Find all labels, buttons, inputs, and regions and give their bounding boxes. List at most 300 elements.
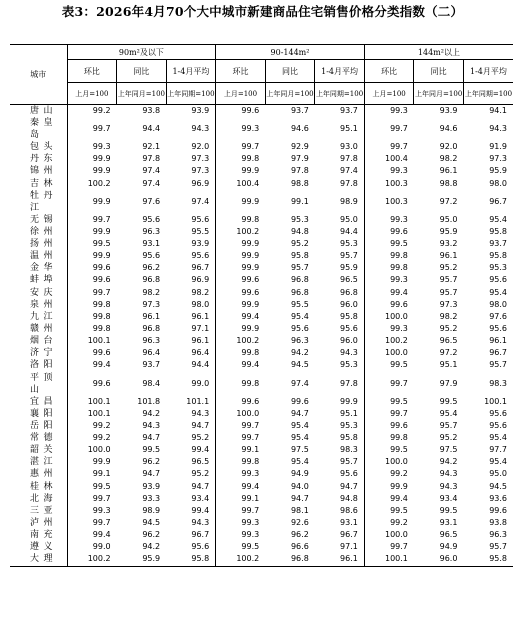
table-row	[10, 274, 513, 286]
index-value: 99.9	[241, 166, 260, 176]
table-row	[10, 493, 513, 505]
index-value: 94.2	[439, 457, 458, 467]
index-value: 99.5	[92, 239, 111, 249]
index-value: 99.7	[390, 124, 408, 134]
index-value: 96.8	[142, 324, 161, 334]
index-value: 95.6	[290, 324, 309, 334]
index-value: 99.2	[92, 433, 111, 443]
index-value: 100.1	[484, 396, 507, 406]
city-name: 蚌埠	[10, 274, 67, 286]
sub-header-mom: 环比	[67, 60, 117, 83]
index-value: 97.1	[166, 323, 216, 335]
sub-header-mom: 环比	[216, 60, 266, 83]
index-value: 97.1	[315, 541, 365, 553]
index-value: 99.9	[92, 226, 111, 236]
index-value: 99.3	[241, 518, 260, 527]
index-value: 101.1	[166, 396, 216, 408]
city-name: 济宁	[10, 347, 67, 359]
index-value: 95.3	[315, 359, 365, 371]
index-value: 95.7	[489, 542, 507, 552]
index-value: 99.9	[241, 251, 260, 261]
index-value: 99.9	[241, 196, 260, 206]
index-value: 94.8	[290, 226, 309, 236]
index-value: 94.4	[315, 226, 365, 238]
index-value: 100.0	[236, 408, 260, 418]
city-name: 无锡	[10, 214, 67, 226]
index-value: 99.6	[290, 396, 309, 406]
index-value: 94.2	[142, 542, 161, 552]
index-value: 93.7	[290, 106, 309, 116]
index-value: 95.7	[489, 360, 507, 370]
index-value: 99.4	[166, 444, 216, 456]
index-value: 99.3	[92, 505, 111, 515]
index-value: 94.0	[290, 481, 309, 491]
table-row	[10, 359, 513, 371]
index-value: 99.7	[92, 287, 111, 297]
base-header-mom: 上月=100	[364, 83, 414, 105]
base-header-yoy: 上年同月=100	[265, 83, 315, 105]
index-value: 95.8	[166, 553, 216, 566]
city-name: 大理	[10, 553, 67, 566]
index-value: 95.8	[489, 226, 507, 236]
index-value: 95.0	[439, 214, 458, 224]
index-value: 93.8	[489, 518, 507, 527]
table-row	[10, 517, 513, 529]
city-name: 牡丹江	[10, 190, 67, 214]
index-value: 99.9	[241, 263, 260, 273]
index-value: 96.1	[439, 251, 458, 261]
table-row	[10, 141, 513, 153]
base-header-mom: 上月=100	[216, 83, 266, 105]
index-value: 95.7	[315, 456, 365, 468]
city-name: 金华	[10, 262, 67, 274]
index-value: 100.2	[236, 336, 260, 346]
table-row	[10, 153, 513, 165]
index-value: 99.8	[241, 154, 260, 164]
index-value: 93.7	[489, 239, 507, 249]
index-value: 96.7	[315, 529, 365, 541]
index-value: 99.7	[92, 214, 111, 224]
index-value: 100.2	[67, 553, 117, 566]
index-value: 99.1	[241, 445, 260, 455]
index-value: 99.9	[92, 251, 111, 261]
index-value: 94.9	[290, 469, 309, 479]
index-value: 94.3	[439, 481, 458, 491]
table-row	[10, 214, 513, 226]
index-value: 100.0	[384, 457, 408, 467]
index-value: 99.4	[92, 530, 111, 540]
index-value: 95.6	[489, 324, 507, 334]
index-value: 95.7	[439, 275, 458, 285]
index-value: 99.9	[92, 457, 111, 467]
index-value: 99.3	[390, 214, 408, 224]
index-value: 100.2	[216, 553, 266, 566]
index-value: 96.2	[290, 530, 309, 540]
sub-header-avg: 1-4月平均	[166, 60, 216, 83]
index-value: 98.3	[489, 378, 507, 388]
index-value: 95.6	[489, 275, 507, 285]
index-value: 95.5	[166, 226, 216, 238]
index-value: 97.9	[439, 378, 458, 388]
city-name: 吉林	[10, 178, 67, 190]
index-value: 92.9	[290, 142, 309, 152]
city-name: 宜昌	[10, 396, 67, 408]
index-value: 99.4	[241, 360, 260, 370]
index-value: 95.3	[315, 420, 365, 432]
index-value: 93.9	[142, 481, 161, 491]
city-name: 北海	[10, 493, 67, 505]
index-value: 99.9	[241, 324, 260, 334]
table-row	[10, 541, 513, 553]
index-value: 98.3	[315, 444, 365, 456]
base-header-avg: 上年同期=100	[315, 83, 365, 105]
index-value: 99.3	[390, 106, 408, 116]
index-value: 99.7	[390, 542, 408, 552]
index-value: 96.7	[166, 262, 216, 274]
city-column-header: 城市	[10, 45, 67, 105]
city-name: 泉州	[10, 299, 67, 311]
index-value: 98.0	[166, 299, 216, 311]
index-value: 96.0	[315, 335, 365, 347]
index-value: 96.1	[142, 311, 161, 321]
index-value: 96.2	[142, 530, 161, 540]
index-value: 99.6	[390, 299, 408, 309]
city-name: 温州	[10, 250, 67, 262]
index-value: 96.1	[489, 336, 507, 346]
table-row	[10, 335, 513, 347]
index-value: 99.7	[241, 142, 260, 152]
index-value: 96.1	[439, 166, 458, 176]
index-value: 95.0	[489, 469, 507, 479]
index-value: 96.1	[166, 311, 216, 323]
index-value: 100.0	[87, 445, 111, 455]
index-value: 99.5	[241, 542, 260, 552]
index-value: 99.2	[390, 518, 408, 527]
index-value: 95.3	[489, 263, 507, 273]
index-value: 98.4	[142, 378, 161, 388]
index-value: 95.4	[489, 457, 507, 467]
city-name: 洛阳	[10, 359, 67, 371]
table-row	[10, 408, 513, 420]
index-value: 97.8	[315, 372, 365, 396]
index-value: 98.9	[142, 505, 161, 515]
index-value: 95.4	[489, 433, 507, 443]
index-value: 93.4	[439, 493, 458, 503]
table-row	[10, 238, 513, 250]
index-value: 94.3	[166, 117, 216, 141]
index-value: 100.0	[384, 311, 408, 321]
index-value: 97.2	[439, 348, 458, 358]
index-value: 98.2	[166, 287, 216, 299]
index-value: 98.2	[439, 154, 458, 164]
index-value: 99.2	[92, 420, 111, 430]
index-value: 94.5	[489, 481, 507, 491]
index-value: 99.6	[390, 420, 408, 430]
index-value: 99.6	[92, 263, 111, 273]
index-value: 96.3	[489, 530, 507, 540]
index-value: 99.3	[390, 166, 408, 176]
index-value: 96.4	[166, 347, 216, 359]
index-value: 95.0	[315, 214, 365, 226]
index-value: 99.7	[390, 142, 408, 152]
index-value: 95.6	[489, 420, 507, 430]
index-value: 94.3	[166, 408, 216, 420]
index-value: 95.4	[290, 457, 309, 467]
city-name: 包头	[10, 141, 67, 153]
index-value: 98.9	[315, 190, 365, 214]
index-value: 94.5	[142, 518, 161, 527]
city-name: 三亚	[10, 505, 67, 517]
index-value: 99.7	[241, 420, 260, 430]
index-value: 99.4	[166, 505, 216, 517]
index-value: 93.9	[166, 105, 216, 118]
index-value: 97.9	[290, 154, 309, 164]
city-name: 徐州	[10, 226, 67, 238]
index-value: 95.6	[489, 408, 507, 418]
index-value: 99.8	[92, 324, 111, 334]
index-value: 93.1	[439, 518, 458, 527]
index-value: 99.8	[390, 251, 408, 261]
index-value: 95.4	[489, 287, 507, 297]
index-value: 99.2	[390, 469, 408, 479]
index-value: 95.6	[142, 214, 161, 224]
index-value: 98.8	[290, 178, 309, 188]
index-value: 99.8	[390, 263, 408, 273]
index-value: 99.6	[241, 275, 260, 285]
index-value: 95.6	[166, 541, 216, 553]
table-body	[10, 105, 513, 567]
table-row	[10, 299, 513, 311]
table-row	[10, 323, 513, 335]
index-value: 95.9	[439, 226, 458, 236]
table-row	[10, 529, 513, 541]
index-value: 96.1	[315, 553, 365, 566]
index-value: 96.6	[290, 542, 309, 552]
index-value: 95.2	[439, 263, 458, 273]
index-value: 95.8	[315, 311, 365, 323]
index-value: 99.4	[241, 481, 260, 491]
index-value: 99.1	[290, 196, 309, 206]
sub-header-avg: 1-4月平均	[315, 60, 365, 83]
index-value: 99.4	[92, 360, 111, 370]
index-value: 99.1	[241, 493, 260, 503]
index-value: 93.0	[315, 141, 365, 153]
index-value: 100.4	[236, 178, 260, 188]
table-row	[10, 347, 513, 359]
index-value: 99.7	[241, 505, 260, 515]
table-row	[10, 505, 513, 517]
index-value: 96.8	[142, 275, 161, 285]
index-value: 96.7	[489, 348, 507, 358]
index-value: 95.6	[315, 323, 365, 335]
index-value: 99.7	[241, 433, 260, 443]
base-header-mom: 上月=100	[67, 83, 117, 105]
index-value: 95.6	[166, 214, 216, 226]
index-value: 99.7	[390, 378, 408, 388]
table-row	[10, 372, 513, 396]
index-value: 100.2	[87, 178, 111, 188]
index-value: 97.8	[290, 166, 309, 176]
index-value: 96.8	[315, 287, 365, 299]
index-value: 99.3	[241, 124, 260, 134]
table-row	[10, 396, 513, 408]
index-value: 97.8	[142, 154, 161, 164]
index-value: 94.6	[439, 124, 458, 134]
index-value: 97.4	[142, 166, 161, 176]
index-value: 100.2	[236, 226, 260, 236]
index-value: 95.3	[290, 214, 309, 224]
index-value: 95.1	[315, 117, 365, 141]
table-row	[10, 262, 513, 274]
city-name: 扬州	[10, 238, 67, 250]
index-value: 97.3	[439, 299, 458, 309]
index-value: 93.8	[142, 106, 161, 116]
index-value: 100.0	[384, 530, 408, 540]
index-value: 95.6	[315, 468, 365, 480]
index-value: 97.4	[166, 190, 216, 214]
index-value: 96.5	[166, 456, 216, 468]
index-value: 99.5	[142, 445, 161, 455]
index-value: 93.4	[166, 493, 216, 505]
index-value: 95.8	[290, 251, 309, 261]
index-value: 92.6	[290, 518, 309, 527]
index-value: 95.4	[439, 408, 458, 418]
index-value: 100.2	[384, 336, 408, 346]
index-value: 94.7	[142, 469, 161, 479]
sub-header-yoy: 同比	[117, 60, 167, 83]
index-value: 99.0	[166, 372, 216, 396]
index-value: 95.6	[142, 251, 161, 261]
index-value: 94.3	[439, 469, 458, 479]
city-name: 锦州	[10, 165, 67, 177]
index-value: 100.1	[87, 408, 111, 418]
index-value: 95.2	[439, 433, 458, 443]
index-value: 99.9	[241, 239, 260, 249]
index-value: 99.7	[92, 518, 111, 527]
index-value: 100.1	[364, 553, 414, 566]
index-value: 99.3	[241, 469, 260, 479]
index-value: 99.9	[315, 396, 365, 408]
index-value: 95.2	[439, 324, 458, 334]
index-value: 97.8	[315, 153, 365, 165]
index-value: 95.6	[166, 250, 216, 262]
index-value: 97.6	[489, 311, 507, 321]
index-value: 94.7	[290, 493, 309, 503]
index-value: 99.6	[390, 226, 408, 236]
index-value: 94.6	[290, 124, 309, 134]
index-value: 96.0	[414, 553, 464, 566]
index-value: 96.9	[166, 178, 216, 190]
index-value: 100.3	[384, 178, 408, 188]
city-name: 常德	[10, 432, 67, 444]
index-value: 94.9	[439, 542, 458, 552]
index-value: 95.8	[315, 432, 365, 444]
index-value: 95.2	[290, 239, 309, 249]
city-name: 桂林	[10, 481, 67, 493]
index-value: 99.3	[92, 142, 111, 152]
index-value: 94.3	[166, 517, 216, 529]
index-value: 94.3	[489, 124, 507, 134]
city-name: 湛江	[10, 456, 67, 468]
index-value: 95.7	[290, 263, 309, 273]
index-value: 99.4	[390, 493, 408, 503]
index-value: 98.0	[489, 178, 507, 188]
group-header-small: 90m²及以下	[67, 45, 216, 60]
index-value: 95.7	[439, 287, 458, 297]
city-name: 唐山	[10, 105, 67, 118]
index-value: 95.4	[290, 420, 309, 430]
sub-header-yoy: 同比	[265, 60, 315, 83]
index-value: 93.7	[142, 360, 161, 370]
sub-header-yoy: 同比	[414, 60, 464, 83]
table-row	[10, 178, 513, 190]
group-header-medium: 90-144m²	[216, 45, 365, 60]
base-header-avg: 上年同期=100	[463, 83, 513, 105]
index-value: 94.7	[290, 408, 309, 418]
city-name: 惠州	[10, 468, 67, 480]
index-value: 94.8	[315, 493, 365, 505]
city-name: 泸州	[10, 517, 67, 529]
index-value: 99.5	[390, 396, 408, 406]
index-value: 96.3	[142, 226, 161, 236]
index-value: 98.6	[315, 505, 365, 517]
index-value: 95.9	[117, 553, 167, 566]
index-value: 96.8	[265, 553, 315, 566]
city-name: 安庆	[10, 287, 67, 299]
index-value: 96.8	[290, 275, 309, 285]
index-value: 97.3	[166, 165, 216, 177]
city-name: 秦皇岛	[10, 117, 67, 141]
index-value: 99.9	[241, 299, 260, 309]
index-value: 97.2	[439, 196, 458, 206]
index-value: 97.6	[142, 196, 161, 206]
base-header-avg: 上年同期=100	[166, 83, 216, 105]
index-value: 96.9	[166, 274, 216, 286]
index-value: 94.7	[142, 433, 161, 443]
index-value: 94.3	[315, 347, 365, 359]
index-value: 93.9	[166, 238, 216, 250]
index-value: 95.1	[439, 360, 458, 370]
index-value: 99.7	[390, 408, 408, 418]
index-value: 97.4	[290, 378, 309, 388]
index-value: 99.8	[92, 311, 111, 321]
index-value: 99.7	[92, 124, 111, 134]
index-value: 99.6	[92, 378, 111, 388]
base-header-yoy: 上年同月=100	[117, 83, 167, 105]
index-value: 99.7	[92, 493, 111, 503]
sub-header-mom: 环比	[364, 60, 414, 83]
index-value: 99.9	[92, 154, 111, 164]
city-name: 九江	[10, 311, 67, 323]
index-value: 100.4	[384, 154, 408, 164]
index-value: 96.3	[290, 336, 309, 346]
city-name: 韶关	[10, 444, 67, 456]
index-value: 93.1	[315, 517, 365, 529]
table-row	[10, 226, 513, 238]
index-value: 99.8	[241, 214, 260, 224]
index-value: 99.6	[241, 287, 260, 297]
index-value: 99.5	[390, 445, 408, 455]
index-value: 93.1	[142, 239, 161, 249]
city-name: 襄阳	[10, 408, 67, 420]
index-value: 96.5	[439, 336, 458, 346]
table-row	[10, 117, 513, 141]
table-row	[10, 432, 513, 444]
index-value: 95.3	[315, 238, 365, 250]
index-value: 97.3	[166, 153, 216, 165]
index-value: 99.8	[92, 299, 111, 309]
index-value: 99.8	[390, 433, 408, 443]
